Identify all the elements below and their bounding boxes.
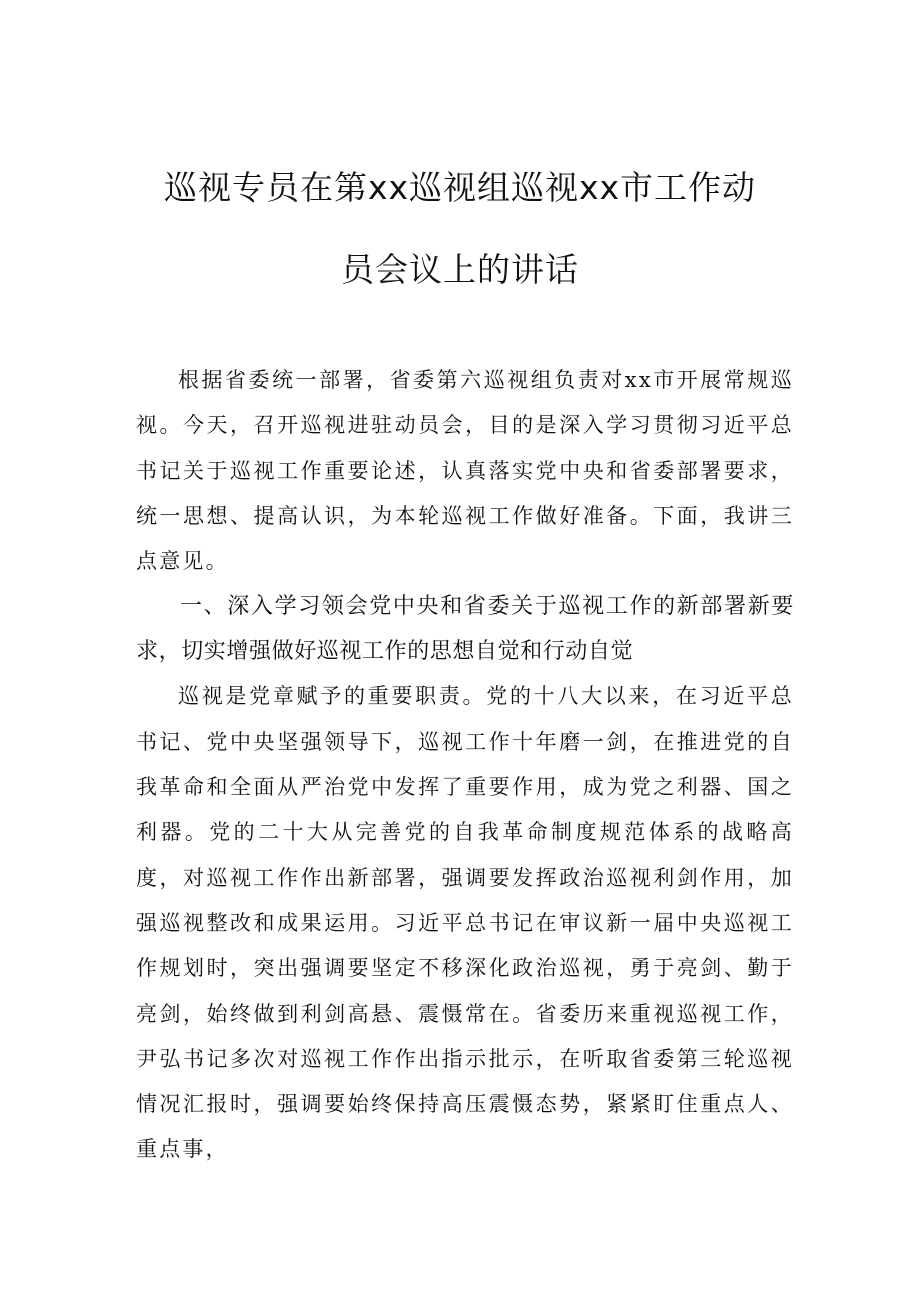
- document-title-line-1: 巡视专员在第xx巡视组巡视xx市工作动: [163, 168, 757, 207]
- section-1-paragraph: 巡视是党章赋予的重要职责。党的十八大以来，在习近平总书记、党中央坚强领导下，巡视工作十年磨一剑，在推进党的自我革命和全面从严治党中发挥了重要作用，成为党之利器、国之利器。党的二十大从完善党的自我革命制度规范体系的战略高度，对巡视工作作出新部署，强调要发挥政治巡视利剑作用，加强巡视整改和成果运用。习近平总书记在审议新一届中央巡视工作规划时，突出强调要坚定不移深化政治巡视，勇于亮剑、勤于亮剑，始终做到利剑高悬、震慑常在。省委历来重视巡视工作，尹弘书记多次对巡视工作作出指示批示，在听取省委第三轮巡视情况汇报时，强调要始终保持高压震慑态势，紧紧盯住重点人、重点事，: [136, 684, 794, 1162]
- intro-paragraph: 根据省委统一部署，省委第六巡视组负责对xx市开展常规巡视。今天，召开巡视进驻动员会，目的是深入学习贯彻习近平总书记关于巡视工作重要论述，认真落实党中央和省委部署要求，统一思想、提高认识，为本轮巡视工作做好准备。下面，我讲三点意见。: [136, 368, 794, 574]
- document-title-line-2: 员会议上的讲话: [341, 250, 579, 289]
- section-1-heading: 一、深入学习领会党中央和省委关于巡视工作的新部署新要求，切实增强做好巡视工作的思想自觉和行动自觉: [136, 594, 794, 665]
- document-body: [136, 358, 794, 1173]
